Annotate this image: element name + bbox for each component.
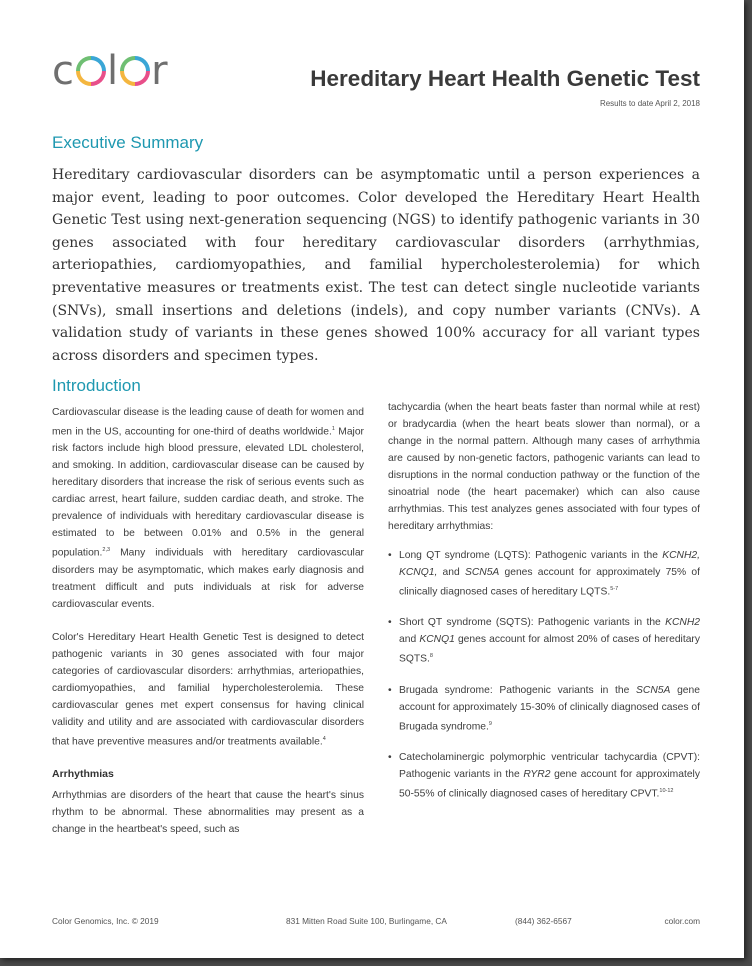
citation: 2,3 — [102, 547, 111, 554]
list-item: • Catecholaminergic polymorphic ventricular tachycardia (CPVT): Pathogenic variants in the RYR2 gene account for approximately 50-55% of clinically diagnosed cases of hereditary CPVT.$^{10-12}$ — [388, 749, 700, 802]
footer-website[interactable]: color.com — [664, 916, 700, 926]
list-item: • Long QT syndrome (LQTS): Pathogenic variants in the KCNH2, KCNQ1, and SCN5A genes account for approximately 75% of clinically diagnosed cases of hereditary LQTS.$^{5-7}$ — [388, 547, 700, 600]
footer-address: 831 Mitten Road Suite 100, Burlingame, CA — [286, 916, 447, 926]
right-column — [388, 399, 700, 817]
citation: 9 — [488, 720, 492, 727]
footer-company: Color Genomics, Inc. © 2019 — [52, 916, 159, 926]
page-title: Hereditary Heart Health Genetic Test — [310, 66, 700, 91]
intro-paragraph-1: Cardiovascular disease is the leading cause of death for women and men in the US, accounting for one-third of deaths worldwide.$^1$ Major risk factors include high blood pressure, elevated LDL cholesterol, and smoking. In addition, cardiovascular disease can be caused by hereditary disorders that increase the risk of serious events such as cardiac arrest, heart failure, sudden cardiac death, and stroke. The prevalence of individuals with hereditary cardiovascular disease is estimated to be between 0.01% and 0.5% in the general population.$^{2,3}$ Many individuals with hereditary cardiovascular disorders may be asymptomatic, which makes early diagnosis and treatment difficult and puts individuals at risk for adverse cardiovascular events. — [52, 407, 364, 610]
executive-summary-heading: Executive Summary — [52, 133, 204, 152]
arrhythmias-paragraph: Arrhythmias are disorders of the heart that cause the heart's sinus rhythm to be abnormal. These abnormalities may present as a change in the heartbeat's speed, such as — [52, 790, 364, 836]
arrhythmias-paragraph-continued: tachycardia (when the heart beats faster than normal while at rest) or bradycardia (when the heart beats slower than normal), or a change in the normal pattern. Although many cases of arrhythmia are caused by non-genetic factors, pathogenic variants can lead to disruptions in the normal conduction pathway or the function of the sinoatrial node (the heart pacemaker) which can also cause arrhythmias. This test analyzes genes associated with four types of hereditary arrhythmias: — [388, 402, 700, 532]
citation: 10-12 — [659, 788, 674, 795]
executive-summary-text: Hereditary cardiovascular disorders can be asymptomatic until a person experiences a major event, leading to poor outcomes. Color developed the Hereditary Heart Health Genetic Test using next-generation sequencing (NGS) to identify pathogenic variants in 30 genes associated with four hereditary cardiovascular disorders (arrhythmias, arteriopathies, cardiomyopathies, and familial hypercholesterolemia) for which preventative measures or treatments exist. The test can detect single nucleotide variants (SNVs), small insertions and deletions (indels), and copy number variants (CNVs). A validation study of variants in these genes showed 100% accuracy for all variant types across disorders and specimen types. — [52, 167, 700, 364]
introduction-heading: Introduction — [52, 376, 141, 395]
footer-phone: (844) 362-6567 — [515, 916, 572, 926]
list-item: • Short QT syndrome (SQTS): Pathogenic variants in the KCNH2 and KCNQ1 genes account for almost 20% of cases of hereditary SQTS.$^8$ — [388, 614, 700, 667]
list-item: • Brugada syndrome: Pathogenic variants in the SCN5A gene account for approximately 15-30% of clinically diagnosed cases of Brugada syndrome.$^9$ — [388, 682, 700, 735]
arrhythmia-types-list — [388, 547, 700, 803]
left-column — [52, 404, 364, 850]
logo-ring-icon — [76, 56, 106, 86]
color-logo: c l r — [52, 48, 169, 94]
citation: 8 — [429, 653, 433, 660]
citation: 4 — [322, 735, 326, 742]
citation: 5-7 — [610, 586, 619, 592]
intro-paragraph-2: Color's Hereditary Heart Health Genetic Test is designed to detect pathogenic variants in 30 genes associated with four major categories of cardiovascular disorders: arrhythmias, arteriopathies, cardiomyopathies, and familial hypercholesterolemia. These cardiovascular genes met expert consensus for having clinical validity and utility and are associated with cardiovascular disorders that have preventive measures and/or treatments available.$^4$ — [52, 631, 364, 748]
arrhythmias-heading: Arrhythmias — [52, 768, 114, 781]
logo-ring-icon — [120, 56, 150, 86]
citation: 1 — [331, 426, 335, 432]
results-date: Results to date April 2, 2018 — [599, 99, 700, 108]
